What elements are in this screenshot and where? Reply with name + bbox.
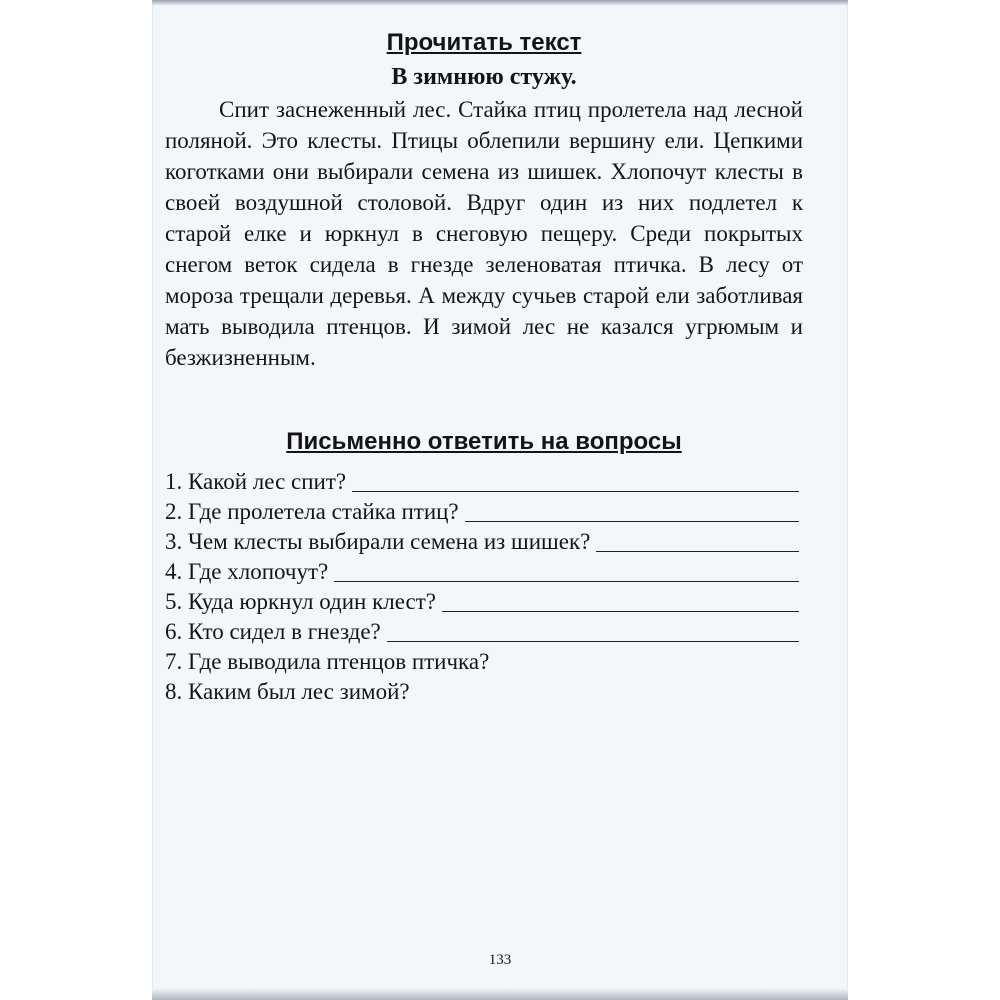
question-text: 2. Где пролетела стайка птиц?: [165, 499, 459, 524]
question-text: 8. Каким был лес зимой?: [165, 679, 410, 704]
story-text: Спит заснеженный лес. Стайка птиц пролетела над лесной поляной. Это клесты. Птицы облепили вершину ели. Цепкими коготками они выбирали семена из шишек. Хлопочут клесты в своей воздушной столовой. Вдруг один из них подлетел к старой елке и юркнул в снеговую пещеру. Среди покрытых снегом веток сидела в гнезде зеленоватая птичка. В лесу от мороза трещали деревья. А между сучьев старой ели заботливая мать выводила птенцов. И зимой лес не казался угрюмым и безжизненным.: [165, 97, 803, 370]
question-list: [165, 467, 803, 707]
question-text: 1. Какой лес спит?: [165, 469, 347, 494]
question-text: 5. Куда юркнул один клест?: [165, 589, 437, 614]
page-bottom-edge: [152, 988, 848, 1000]
answer-line[interactable]: [334, 580, 799, 582]
answer-line[interactable]: [442, 610, 799, 612]
reading-heading: Прочитать текст: [386, 29, 582, 56]
page-top-edge: [152, 0, 848, 6]
question-5: [165, 587, 803, 617]
answer-line[interactable]: [596, 550, 799, 552]
questions-heading: Письменно ответить на вопросы: [286, 428, 682, 455]
answer-line[interactable]: [352, 490, 799, 492]
question-6: [165, 617, 803, 647]
question-8: [165, 677, 803, 707]
question-1: [165, 467, 803, 497]
question-text: 7. Где выводила птенцов птичка?: [165, 649, 490, 674]
question-3: [165, 527, 803, 557]
question-2: [165, 497, 803, 527]
question-7: [165, 647, 803, 677]
book-page: [152, 0, 848, 1000]
story-title: В зимнюю стужу.: [391, 64, 577, 90]
answer-line[interactable]: [465, 520, 799, 522]
question-text: 4. Где хлопочут?: [165, 559, 329, 584]
question-4: [165, 557, 803, 587]
question-text: 3. Чем клесты выбирали семена из шишек?: [165, 529, 591, 554]
question-text: 6. Кто сидел в гнезде?: [165, 619, 381, 644]
page-number: 133: [488, 952, 512, 968]
page-content: [165, 28, 803, 707]
answer-line[interactable]: [387, 640, 799, 642]
